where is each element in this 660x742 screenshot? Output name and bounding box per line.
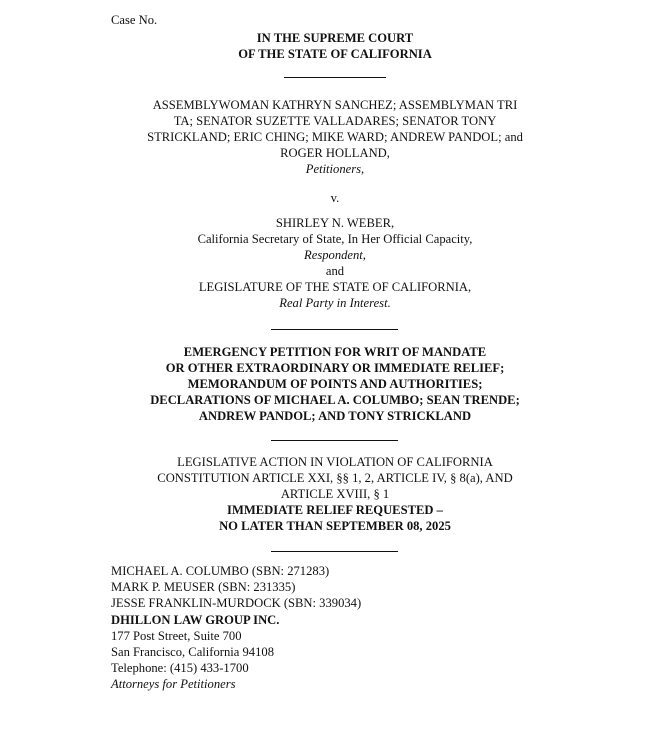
petition-title-line-4: DECLARATIONS OF MICHAEL A. COLUMBO; SEAN TRENDE;: [150, 393, 520, 407]
relief-line-2: NO LATER THAN SEPTEMBER 08, 2025: [219, 519, 451, 533]
attorneys-role: Attorneys for Petitioners: [111, 677, 236, 692]
real-party-role: Real Party in Interest.: [279, 296, 391, 310]
divider-1: [284, 77, 386, 78]
petition-title-line-3: MEMORANDUM OF POINTS AND AUTHORITIES;: [187, 377, 483, 391]
respondent-role: Respondent,: [304, 248, 366, 262]
attorney-2: MARK P. MEUSER (SBN: 231335): [111, 580, 296, 595]
petition-title-line-1: EMERGENCY PETITION FOR WRIT OF MANDATE: [183, 345, 487, 359]
petitioners-line-2: TA; SENATOR SUZETTE VALLADARES; SENATOR TONY: [173, 114, 497, 128]
petitioners-line-3: STRICKLAND; ERIC CHING; MIKE WARD; ANDREW PANDOL; and: [147, 130, 523, 144]
relief-line-1: IMMEDIATE RELIEF REQUESTED –: [227, 503, 443, 517]
petition-title-line-2: OR OTHER EXTRAORDINARY OR IMMEDIATE RELIEF;: [165, 361, 505, 375]
legislative-action: [100, 454, 570, 534]
legislative-action-line-3: ARTICLE XVIII, § 1: [280, 487, 390, 501]
and-label: and: [325, 264, 345, 278]
divider-3: [271, 440, 398, 441]
petitioners-role: Petitioners,: [305, 162, 365, 176]
petitioners-block: [100, 97, 570, 177]
legislative-action-line-1: LEGISLATIVE ACTION IN VIOLATION OF CALIFORNIA: [177, 455, 493, 469]
firm-address-2: San Francisco, California 94108: [111, 645, 274, 660]
attorneys-block: [111, 563, 361, 693]
respondent-block: [100, 215, 570, 311]
court-line-1: IN THE SUPREME COURT: [256, 31, 414, 45]
divider-4: [271, 551, 398, 552]
respondent-name: SHIRLEY N. WEBER,: [275, 216, 395, 230]
attorney-3: JESSE FRANKLIN-MURDOCK (SBN: 339034): [111, 596, 362, 611]
firm-telephone: Telephone: (415) 433-1700: [111, 661, 249, 676]
versus-label: v.: [330, 191, 340, 205]
law-firm-name: DHILLON LAW GROUP INC.: [111, 612, 280, 627]
petitioners-line-4: ROGER HOLLAND,: [280, 146, 390, 160]
legislative-action-line-2: CONSTITUTION ARTICLE XXI, §§ 1, 2, ARTICLE IV, § 8(a), AND: [157, 471, 513, 485]
petition-title-line-5: ANDREW PANDOL; AND TONY STRICKLAND: [198, 409, 472, 423]
petition-title: [100, 344, 570, 424]
attorney-1: MICHAEL A. COLUMBO (SBN: 271283): [111, 564, 330, 578]
case-number-label: Case No.: [111, 13, 158, 27]
real-party-name: LEGISLATURE OF THE STATE OF CALIFORNIA,: [198, 280, 472, 294]
divider-2: [271, 329, 398, 330]
firm-address-1: 177 Post Street, Suite 700: [111, 628, 242, 643]
court-line-2: OF THE STATE OF CALIFORNIA: [238, 47, 432, 61]
respondent-title: California Secretary of State, In Her Official Capacity,: [197, 232, 473, 246]
petitioners-line-1: ASSEMBLYWOMAN KATHRYN SANCHEZ; ASSEMBLYMAN TRI: [152, 98, 518, 112]
court-heading: [100, 30, 570, 62]
